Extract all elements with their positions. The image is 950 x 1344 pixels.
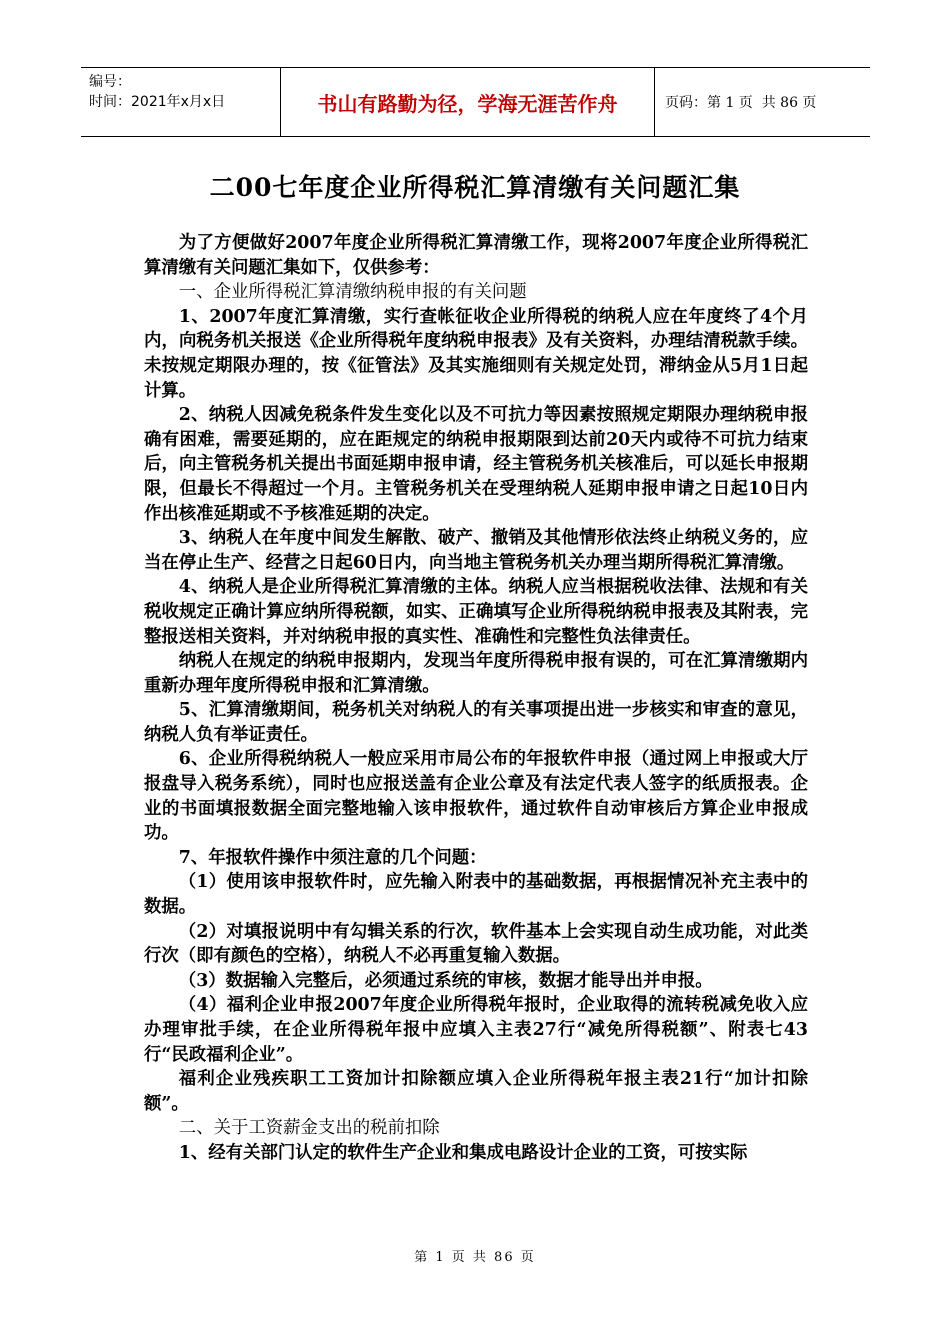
section-heading: 一、企业所得税汇算清缴纳税申报的有关问题 <box>178 282 527 303</box>
paragraph: 福利企业残疾职工工资加计扣除额应填入企业所得税年报主表21行“加计扣除额”。 <box>144 1069 808 1114</box>
paragraph: （2）对填报说明中有勾辑关系的行次，软件基本上会实现自动生成功能，对此类行次（即有颜色的空格），纳税人不必再重复输入数据。 <box>144 921 808 967</box>
header-page-info <box>665 68 816 136</box>
paragraph: 3、纳税人在年度中间发生解散、破产、撤销及其他情形依法终止纳税义务的，应当在停止生产、经营之日起60日内，向当地主管税务机关办理当期所得税汇算清缴。 <box>144 528 808 573</box>
paragraph: 1、2007年度汇算清缴，实行查帐征收企业所得税的纳税人应在年度终了4个月内，向税务机关报送《企业所得税年度纳税申报表》及有关资料，办理结清税款手续。未按规定期限办理的，按《征管法》及其实施细则有关规定处罚，滞纳金从5月1日起计算。 <box>144 306 808 401</box>
header-divider <box>654 68 655 136</box>
page-info-text: 页码：第 1 页 共 86 页 <box>665 95 817 111</box>
paragraph: （1）使用该申报软件时，应先输入附表中的基础数据，再根据情况补充主表中的数据。 <box>144 872 808 918</box>
document-time: 时间：2021年x月x日 <box>89 94 226 110</box>
header-meta <box>89 72 225 112</box>
paragraph: 2、纳税人因减免税条件发生变化以及不可抗力等因素按照规定期限办理纳税申报确有困难，需要延期的，应在距规定的纳税申报期限到达前20天内或待不可抗力结束后，向主管税务机关提出书面延期申报申请，经主管税务机关核准后，可以延长申报期限，但最长不得超过一个月。主管税务机关在受理纳税人延期申报申请之日起10日内作出核准延期或不予核准延期的决定。 <box>144 405 808 524</box>
page-footer: 第 1 页 共 86 页 <box>414 1250 536 1265</box>
paragraph: （4）福利企业申报2007年度企业所得税年报时，企业取得的流转税减免收入应办理审批手续，在企业所得税年报中应填入主表27行“减免所得税额”、附表七43行“民政福利企业”。 <box>144 995 808 1065</box>
document-number: 编号： <box>89 74 131 90</box>
paragraph: 5、汇算清缴期间，税务机关对纳税人的有关事项提出进一步核实和审查的意见，纳税人负有举证责任。 <box>144 700 808 745</box>
paragraph: 7、年报软件操作中须注意的几个问题： <box>178 847 487 868</box>
section-heading: 二、关于工资薪金支出的税前扣除 <box>178 1118 440 1139</box>
paragraph: 为了方便做好2007年度企业所得税汇算清缴工作，现将2007年度企业所得税汇算清缴有关问题汇集如下，仅供参考： <box>144 233 808 278</box>
page-header <box>81 67 870 137</box>
paragraph: 纳税人在规定的纳税申报期内，发现当年度所得税申报有误的，可在汇算清缴期内重新办理年度所得税申报和汇算清缴。 <box>144 651 808 696</box>
document-title: 二00七年度企业所得税汇算清缴有关问题汇集 <box>209 173 741 202</box>
header-motto: 书山有路勤为径，学海无涯苦作舟 <box>317 91 618 116</box>
document-body <box>144 231 808 1166</box>
paragraph: （3）数据输入完整后，必须通过系统的审核，数据才能导出并申报。 <box>178 970 713 991</box>
paragraph: 6、企业所得税纳税人一般应采用市局公布的年报软件申报（通过网上申报或大厅报盘导入税务系统），同时也应报送盖有企业公章及有法定代表人签字的纸质报表。企业的书面填报数据全面完整地输入该申报软件，通过软件自动审核后方算企业申报成功。 <box>144 749 808 844</box>
paragraph: 4、纳税人是企业所得税汇算清缴的主体。纳税人应当根据税收法律、法规和有关税收规定正确计算应纳所得税额，如实、正确填写企业所得税纳税申报表及其附表，完整报送相关资料，并对纳税申报的真实性、准确性和完整性负法律责任。 <box>144 577 808 647</box>
paragraph: 1、经有关部门认定的软件生产企业和集成电路设计企业的工资，可按实际 <box>178 1142 748 1163</box>
